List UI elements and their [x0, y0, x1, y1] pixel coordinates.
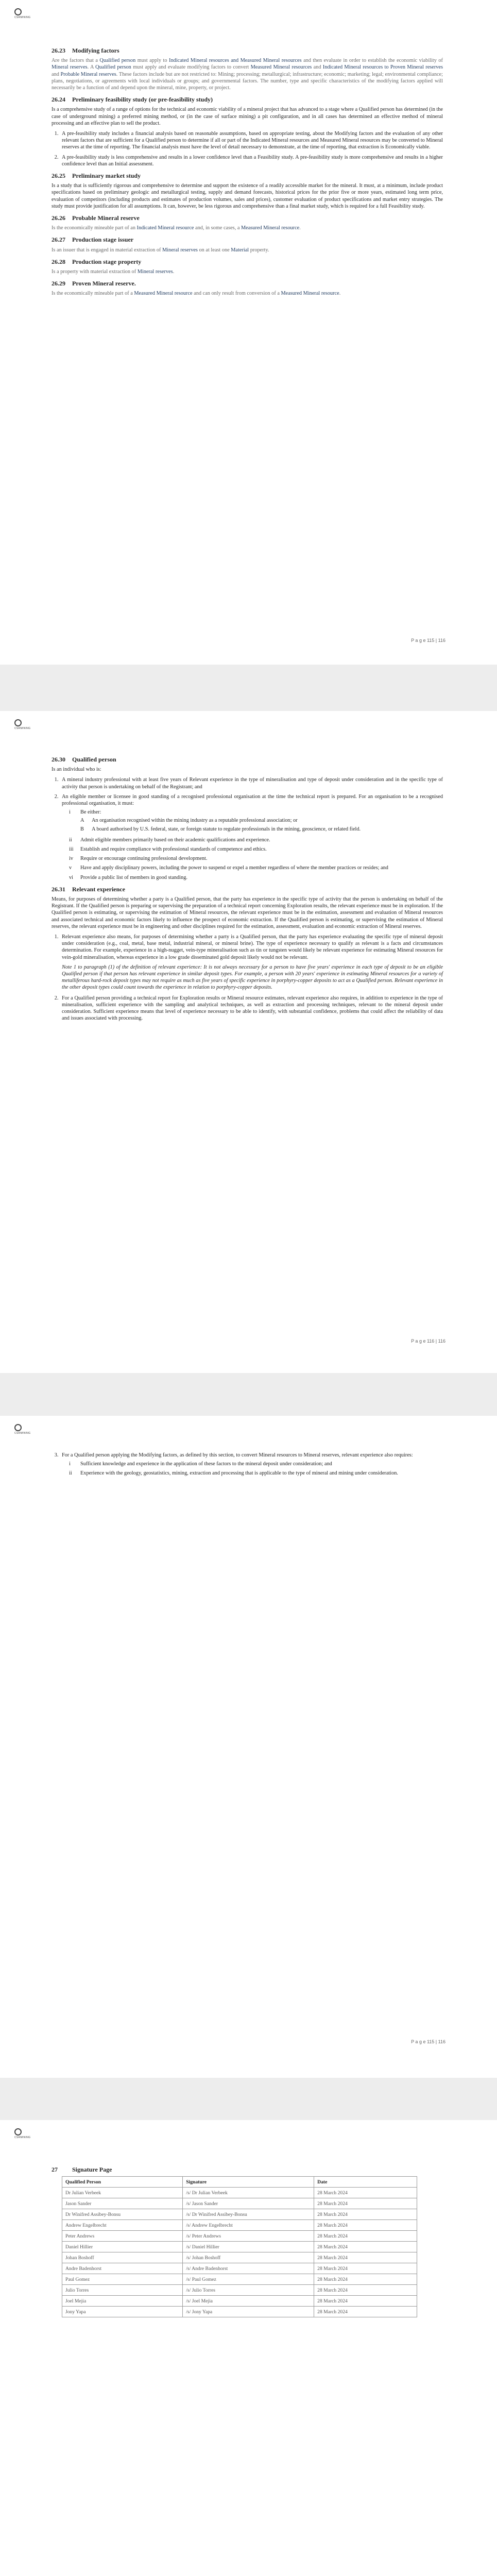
page-1 [0, 0, 497, 665]
logo-text: CSRMINING [14, 16, 31, 19]
page-number: P a g e 116 | 116 [411, 1338, 445, 1344]
page-3-content [52, 1452, 443, 1480]
list-item: 2. For a Qualified person providing a technical report for Exploration results or Mineral resource estimates, relevant experience also requires, in addition to experience in the type of mineralisation, sufficient experience with the sampling and analytical techniques, as well as extraction and processing techniques, relevant to the mineral deposit under consideration. Sufficient experience means that level of experience necessary to be able to identify, with substantial confidence, problems that could affect the reliability of data and issues associated with processing. [60, 995, 443, 1022]
logo-mark-icon [14, 2128, 22, 2136]
list-item: ii Experience with the geology, geostatistics, mining, extraction and processing that is applicable to the type of mineral and mining under consideration. [69, 1470, 398, 1477]
table-row: Dr Winifred Assibey-Bonsu /s/ Dr Winifred Assibey-Bonsu 28 March 2024 [62, 2209, 417, 2220]
section-body-26-24: Is a comprehensive study of a range of options for the technical and economic viability of a mineral project that has advanced to a stage where a Qualified person has determined (in the case of underground mining) a preferred mining method, or (in the case of surface mining) a pit configuration, and in all cases has determined an effective method of mineral processing and an effective plan to sell the product. [52, 107, 443, 126]
list-item: iii Establish and require compliance with professional standards of competence and ethics. [69, 846, 267, 853]
organisation-type-list [80, 817, 361, 832]
page-number: P a g e 115 | 116 [411, 638, 445, 643]
section-heading-26-26: 26.26 Probable Mineral reserve [52, 214, 140, 222]
list-item: A An organisation recognised within the mining industry as a reputable professional association; or [80, 818, 298, 824]
section-heading-26-30: 26.30 Qualified person [52, 756, 116, 763]
section-body-26-31: Means, for purposes of determining whether a party is a Qualified person, that the party has experience in the specific type of activity that the person is undertaking on behalf of the Registrant. If the Qualified person is preparing or supervising the preparation of a technical report concerning Exploration results, the relevant experience must be in exploration. If the Qualified person is estimating, or supervising the estimation of Mineral resources, the relevant experience must be in the estimation, assessment and evaluation of Mineral resources and associated technical and economic factors likely to influence the prospect of economic extraction. If the Qualified person is estimating, or supervising the estimation of Mineral reserves, the relevant experience must be in engineering and other disciplines required for the estimation, assessment, evaluation and economic extraction of Mineral reserves. [52, 896, 443, 929]
company-logo [14, 719, 45, 731]
list-item: v Have and apply disciplinary powers, including the power to suspend or expel a member regardless of where the member practices or resides; and [69, 865, 388, 871]
company-logo [14, 2128, 45, 2140]
signature-table [62, 2176, 417, 2317]
logo-mark-icon [14, 1424, 22, 1431]
section-heading-27: 27 Signature Page [52, 2166, 112, 2173]
section-intro-26-30: Is an individual who is: [52, 767, 101, 773]
list-item: 2. A pre-feasibility study is less comprehensive and results in a lower confidence level than a Feasibility study. A pre-feasibility study is more comprehensive and results in a higher confidence level than an Initial assessment. [60, 154, 443, 167]
company-logo [14, 1424, 45, 1435]
section-heading-26-24: 26.24 Preliminary feasibility study (or pre-feasibility study) [52, 96, 213, 104]
column-header: Qualified Person [62, 2177, 183, 2188]
table-row: Daniel Hillier /s/ Daniel Hillier 28 March 2024 [62, 2242, 417, 2252]
section-body-26-27: Is an issuer that is engaged in material extraction of Mineral reserves on at least one Material property. [52, 247, 269, 253]
list-item: vi Provide a public list of members in good standing. [69, 874, 187, 880]
section-heading-26-25: 26.25 Preliminary market study [52, 172, 141, 180]
section-body-26-29: Is the economically mineable part of a Measured Mineral resource and can only result from conversion of a Measured Mineral resource. [52, 291, 341, 297]
section-heading-26-23: 26.23 Modifying factors [52, 47, 119, 54]
table-row: Andre Badenhorst /s/ Andre Badenhorst 28 March 2024 [62, 2263, 417, 2274]
section-body-26-26: Is the economically mineable part of an Indicated Mineral resource and, in some cases, a Measured Mineral resource. [52, 225, 301, 231]
list-item: ii Admit eligible members primarily based on their academic qualifications and experience. [69, 837, 270, 843]
note-paragraph: Note 1 to paragraph (1) of the definition of relevant experience: It is not always necessary for a person to have five years' experience in each type of deposit to be an eligible Qualified person if that person has relevant experience in similar deposit types. For example, a person with 20 years' experience in estimating Mineral resources for a variety of metalliferous hard-rock deposit types may not require as much as five years of specific experience in porphyry-copper deposits to act as a Qualified person. Relevant experience in the other deposit types could count towards the experience in relation to porphyry-copper deposits. [62, 964, 443, 991]
table-row: Jony Yapa /s/ Jony Yapa 28 March 2024 [62, 2307, 417, 2317]
table-row: Andrew Engelbrecht /s/ Andrew Engelbrecht 28 March 2024 [62, 2220, 417, 2231]
section-body-26-28: Is a property with material extraction of Mineral reserves. [52, 269, 175, 275]
logo-mark-icon [14, 719, 22, 726]
column-header: Date [314, 2177, 417, 2188]
page-number: P a g e 115 | 116 [411, 2039, 445, 2044]
list-item: 1. Relevant experience also means, for purposes of determining whether a party is a Qualified person, that the party has experience evaluating the specific type of mineral deposit under consideration (e.g., coal, metal, base metal, industrial mineral, or mineral brine). The type of experience necessary to qualify as relevant is a facts and circumstances determination. For example, experience in a high-nugget, vein-type mineralisation such as tin or tungsten would likely be relevant experience for estimating Mineral resources for vein-gold mineralisation, whereas experience in a low grade disseminated gold deposit likely would not be relevant. Note 1 to paragraph (1) of the definition of relevant experience: It is not always necessary for a person to have five years' experience in each type of deposit to be an eligible Qualified person if that person has relevant experience in similar deposit types. For example, a person with 20 years' experience in estimating Mineral resources for a variety of metalliferous hard-rock deposit types may not require as much as five years of specific experience in porphyry-copper deposits to act as a Qualified person. Relevant experience in the other deposit types could count towards the experience in relation to porphyry-copper deposits. [60, 934, 443, 991]
table-row: Julio Torres /s/ Julio Torres 28 March 2024 [62, 2285, 417, 2296]
table-header-row [62, 2177, 417, 2188]
section-body-26-23: Are the factors that a Qualified person must apply to Indicated Mineral resources and Measured Mineral resources and then evaluate in order to establish the economic viability of Mineral reserves. A Qualified person must apply and evaluate modifying factors to convert Measured Mineral resources and Indicated Mineral resources to Proven Mineral reserves and Probable Mineral reserves. These factors include but are not restricted to: Mining; processing; metallurgical; infrastructure; economic; marketing; legal; environmental compliance; plans, negotiations, or agreements with local individuals or groups; and governmental factors. The number, type and specific characteristics of the modifying factors applied will necessarily be a function of and depend upon the mineral, mine, property, or project. [52, 58, 443, 91]
section-heading-26-31: 26.31 Relevant experience [52, 885, 125, 893]
table-row: Jason Sander /s/ Jason Sander 28 March 2024 [62, 2198, 417, 2209]
column-header: Signature [183, 2177, 314, 2188]
logo-text: CSRMINING [14, 727, 31, 730]
section-heading-26-29: 26.29 Proven Mineral reserve. [52, 280, 136, 287]
page-3 [0, 1416, 497, 2078]
page-4 [0, 2120, 497, 2576]
page-4-content [52, 2161, 443, 2317]
table-row: Paul Gomez /s/ Paul Gomez 28 March 2024 [62, 2274, 417, 2285]
organisation-requirements [62, 809, 443, 881]
list-item: B A board authorised by U.S. federal, state, or foreign statute to regulate professionals in the mining, geoscience, or related field. [80, 826, 361, 832]
list-item: 2. An eligible member or licensee in good standing of a recognised professional organisation at the time the technical report is prepared. For an organisation to be a recognised professional organisation, it must: i Be either: A An organisation recognised within the mining industry as a reputable professional association; or B A board authorised by U.S. federal, state, or foreign statute to regulate professionals in the mining, geoscience, or related field. ii Admit eligible members primarily based on their academic qualifications and experience. iii Establish and require compliance with professional standards of competence and ethics. iv Require or encourage continuing professional development. v Have and apply disciplinary powers, including the power to suspend or expel a member regardless of where the member practices or resides; and vi Provide a public list of members in good standing. [60, 793, 443, 881]
company-logo [14, 8, 45, 20]
list-item: i Sufficient knowledge and experience in the application of these factors to the mineral deposit under consideration; and [69, 1461, 332, 1467]
table-row: Johan Boshoff /s/ Johan Boshoff 28 March 2024 [62, 2252, 417, 2263]
list-item: 1. A mineral industry professional with at least five years of Relevant experience in the type of mineralisation and type of deposit under consideration and in the specific type of activity that person is undertaking on behalf of the Registrant; and [60, 776, 443, 790]
relevant-experience-list-continued [52, 1452, 443, 1477]
section-heading-26-28: 26.28 Production stage property [52, 258, 142, 265]
list-item: 1. A pre-feasibility study includes a financial analysis based on reasonable assumptions, based on appropriate testing, about the Modifying factors and the evaluation of any other relevant factors that are sufficient for a Qualified person to determine if all or part of the Indicated Mineral resources and Measured Mineral resources may be converted to Mineral reserves at the time of reporting. The financial analysis must have the level of detail necessary to demonstrate, at the time of reporting, that extraction is Economically viable. [60, 130, 443, 151]
logo-mark-icon [14, 8, 22, 15]
table-row: Peter Andrews /s/ Peter Andrews 28 March 2024 [62, 2231, 417, 2242]
modifying-factor-requirements [62, 1461, 443, 1477]
qualified-person-list [52, 776, 443, 880]
list-item: 3. For a Qualified person applying the Modifying factors, as defined by this section, to convert Mineral resources to Mineral reserves, relevant experience also requires: i Sufficient knowledge and experience in the application of these factors to the mineral deposit under consideration; and ii Experience with the geology, geostatistics, mining, extraction and processing that is applicable to the type of mineral and mining under consideration. [60, 1452, 443, 1477]
page-2-content [52, 751, 443, 1025]
section-body-26-25: Is a study that is sufficiently rigorous and comprehensive to determine and support the existence of a readily accessible market for the mineral. It must, at a minimum, include product specifications based on preliminary geologic and metallurgical testing, supply and demand forecasts, historical prices for the prior five or more years, estimated long term price, evaluation of competitors (including products and estimates of production volumes, sales and prices), customer evaluation of product specifications and market entry strategies. The study must provide justification for all assumptions. It can, however, be less rigorous and comprehensive than a final market study, which is required for a full Feasibility study. [52, 183, 443, 209]
table-row: Joel Mejia /s/ Joel Mejia 28 March 2024 [62, 2296, 417, 2307]
prefeasibility-list [52, 130, 443, 167]
page-2 [0, 711, 497, 1373]
list-item: iv Require or encourage continuing professional development. [69, 856, 208, 862]
section-heading-26-27: 26.27 Production stage issuer [52, 236, 134, 244]
list-item: i Be either: A An organisation recognised within the mining industry as a reputable professional association; or B A board authorised by U.S. federal, state, or foreign statute to regulate professionals in the mining, geoscience, or related field. [69, 809, 361, 832]
page-1-content [52, 42, 443, 301]
logo-text: CSRMINING [14, 2136, 31, 2139]
table-row: Dr Julian Verbeek /s/ Dr Julian Verbeek 28 March 2024 [62, 2188, 417, 2198]
logo-text: CSRMINING [14, 1432, 31, 1435]
relevant-experience-list [52, 934, 443, 1022]
